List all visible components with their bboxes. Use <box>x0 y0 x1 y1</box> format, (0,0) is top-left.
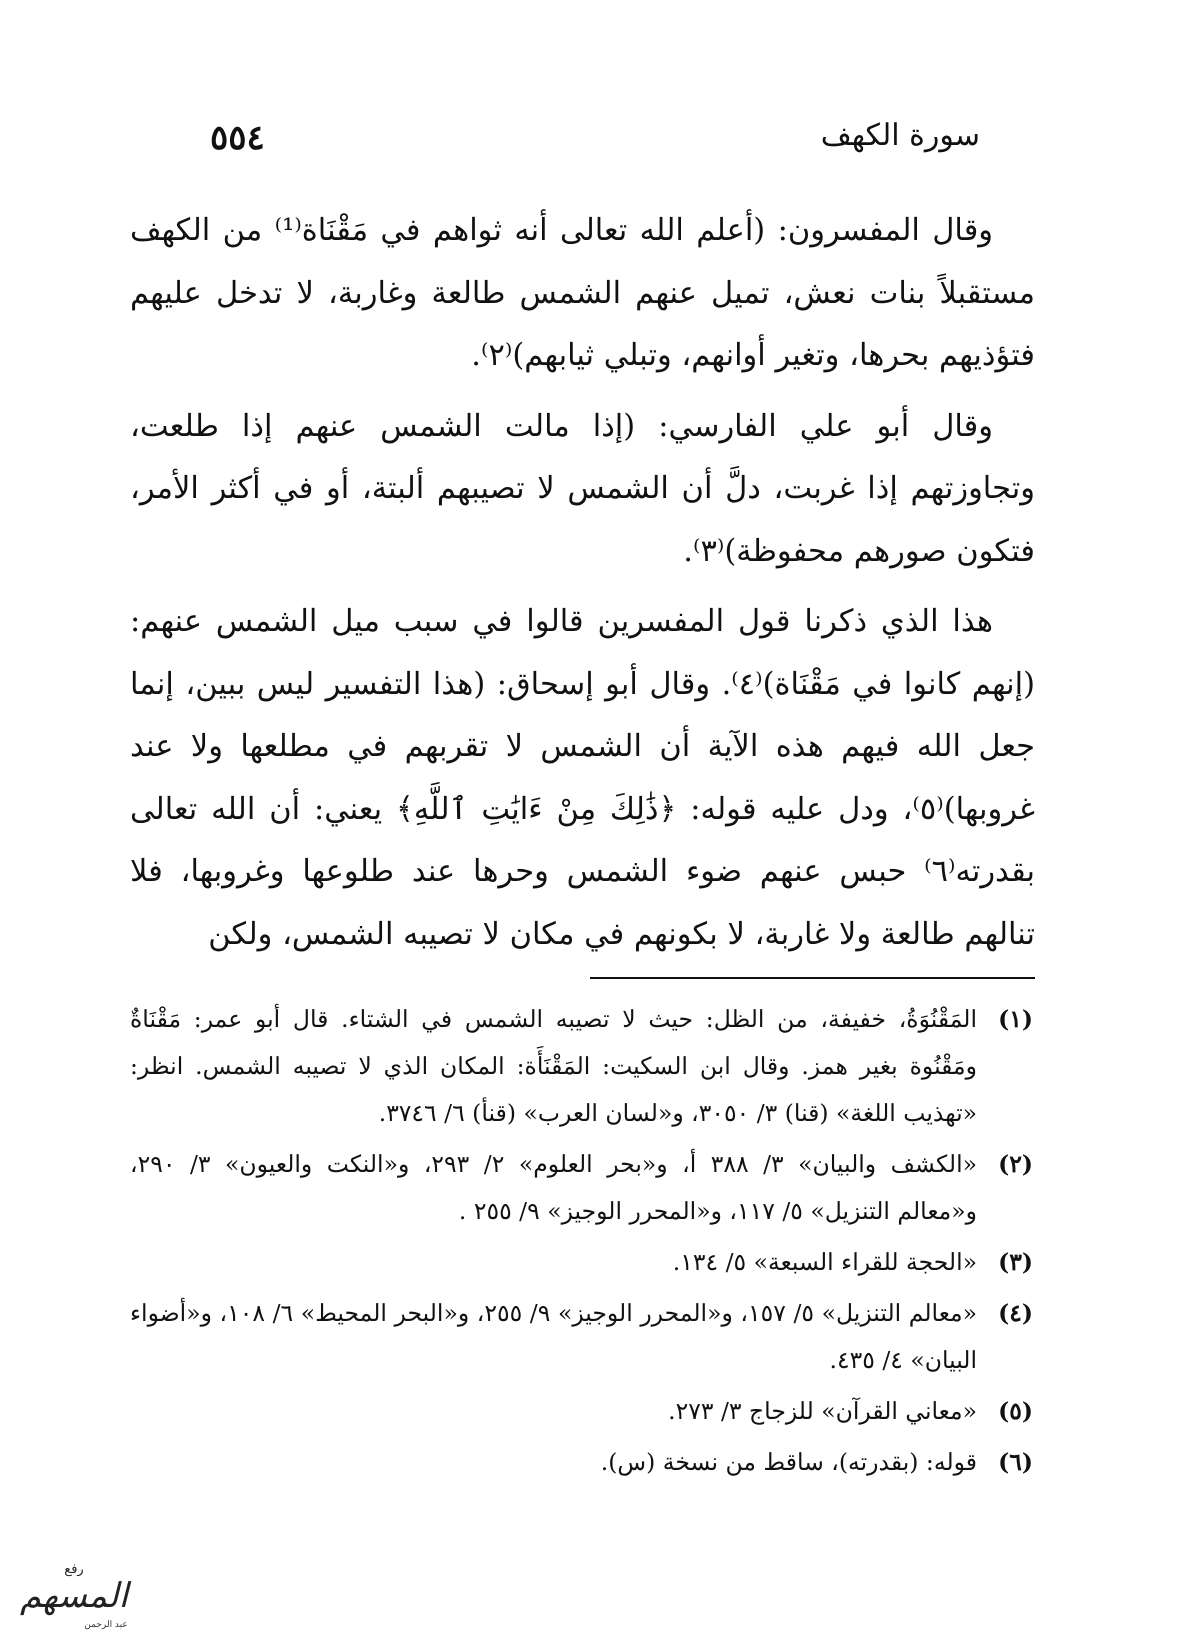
footnote-number: (٦) <box>998 1448 1033 1476</box>
footnote-number: (٥) <box>998 1397 1033 1425</box>
paragraph: وقال المفسرون: (أعلم الله تعالى أنه ثواهم في مَقْنَاة⁽¹⁾ من الكهف مستقبلاً بنات نعش، تميل عنهم الشمس طالعة وغاربة، لا تدخل عليهم فتؤذيهم بحرها، وتغير أوانهم، وتبلي ثيابهم)⁽٢⁾. <box>130 213 1035 373</box>
footnote-text: قوله: (بقدرته)، ساقط من نسخة (س). <box>600 1448 977 1476</box>
footnote-number: (٣) <box>998 1248 1033 1276</box>
page-header <box>210 118 980 168</box>
footnote-text: المَقْنُوَةُ، خفيفة، من الظل: حيث لا تصيبه الشمس في الشتاء. قال أبو عمر: مَقْنَاةٌ ومَقْنُوة بغير همز. وقال ابن السكيت: المَقْنَأَة: المكان الذي لا تصيبه الشمس. انظر: «تهذيب اللغة» (قنا) ٣/ ٣٠٥٠، و«لسان العرب» (قنأ) ٦/ ٣٧٤٦. <box>130 1005 977 1127</box>
logo-main-text: المسهم <box>19 1576 129 1616</box>
footnote-number: (٤) <box>998 1299 1033 1327</box>
footnote-text: «معاني القرآن» للزجاج ٣/ ٢٧٣. <box>668 1397 977 1425</box>
logo-top-text: رفع <box>64 1562 84 1577</box>
footnote-number: (٢) <box>998 1150 1033 1178</box>
footnote <box>130 1439 1035 1486</box>
footnote <box>130 1290 1035 1384</box>
footnote-number: (١) <box>998 1005 1033 1033</box>
footnote-text: «معالم التنزيل» ٥/ ١٥٧، و«المحرر الوجيز» ٩/ ٢٥٥، و«البحر المحيط» ٦/ ١٠٨، و«أضواء البيان» ٤/ ٤٣٥. <box>130 1299 978 1374</box>
paragraph: هذا الذي ذكرنا قول المفسرين قالوا في سبب ميل الشمس عنهم: (إنهم كانوا في مَقْنَاة)⁽٤⁾. وقال أبو إسحاق: (هذا التفسير ليس ببين، إنما جعل الله فيهم هذه الآية أن الشمس لا تقربهم في مطلعها ولا عند غروبها)⁽٥⁾، ودل عليه قوله: ﴿ذَٰلِكَ مِنْ ءَايَٰتِ ٱللَّهِ﴾ يعني: أن الله تعالى بقدرته⁽٦⁾ حبس عنهم ضوء الشمس وحرها عند طلوعها وغروبها، فلا تنالهم طالعة ولا غاربة، لا بكونهم في مكان لا تصيبه الشمس، ولكن <box>130 604 1035 952</box>
publisher-logo <box>14 1555 134 1635</box>
footnote <box>130 1239 1035 1286</box>
main-text <box>130 200 1035 974</box>
surah-title: سورة الكهف <box>820 118 980 153</box>
footnote-text: «الحجة للقراء السبعة» ٥/ ١٣٤. <box>672 1248 977 1276</box>
footnote <box>130 1141 1035 1235</box>
footnote <box>130 1388 1035 1435</box>
paragraph: وقال أبو علي الفارسي: (إذا مالت الشمس عنهم إذا طلعت، وتجاوزتهم إذا غربت، دلَّ أن الشمس لا تصيبهم ألبتة، أو في أكثر الأمر، فتكون صورهم محفوظة)⁽٣⁾. <box>130 408 1035 569</box>
footnote <box>130 996 1035 1137</box>
footnotes-section <box>130 996 1035 1490</box>
logo-sub-text: عبد الرحمن <box>84 1620 128 1630</box>
page-number: ٥٥٤ <box>210 118 265 158</box>
footnote-text: «الكشف والبيان» ٣/ ٣٨٨ أ، و«بحر العلوم» ٢/ ٢٩٣، و«النكت والعيون» ٣/ ٢٩٠، و«معالم التنزيل» ٥/ ١١٧، و«المحرر الوجيز» ٩/ ٢٥٥ . <box>130 1150 977 1225</box>
footnote-divider <box>590 977 1035 979</box>
